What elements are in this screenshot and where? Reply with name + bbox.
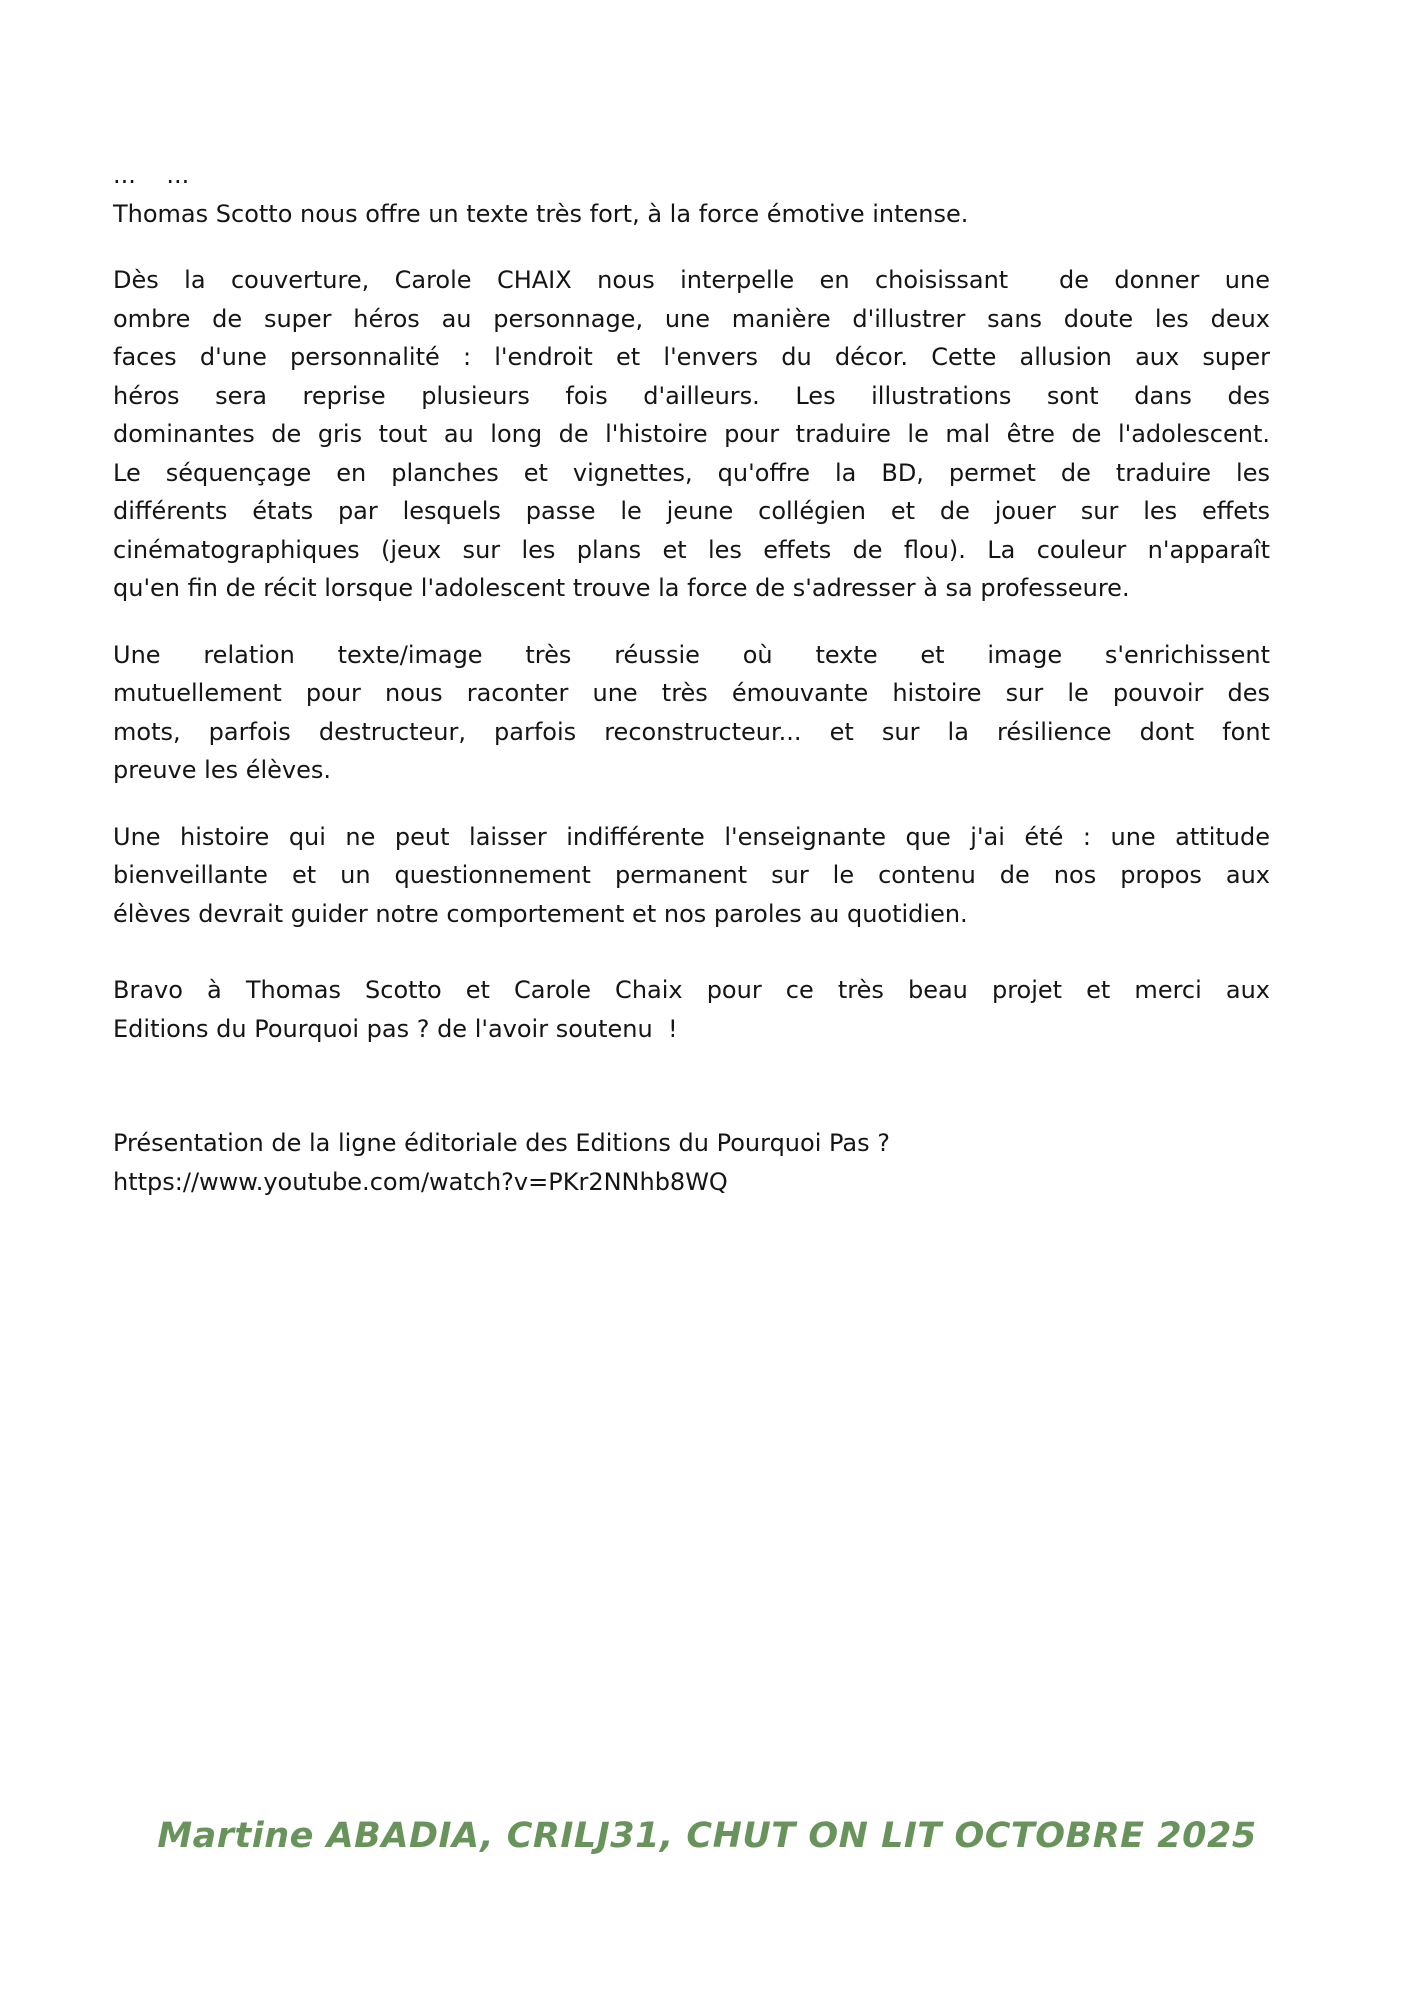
intro-paragraph [113,156,1270,233]
text-line: dominantes de gris tout au long de l'histoire pour traduire le mal être de l'adolescent. [113,420,1270,448]
text-line: mutuellement pour nous raconter une très émouvante histoire sur le pouvoir des [113,679,1270,707]
text-line: Le séquençage en planches et vignettes, qu'offre la BD, permet de traduire les [113,458,1270,487]
ellipsis-line: ... ... [113,161,190,189]
text-line: preuve les élèves. [113,756,332,784]
text-line: Une relation texte/image très réussie où texte et image s'enrichissent [113,640,1270,669]
text-line: Bravo à Thomas Scotto et Carole Chaix pour ce très beau projet et merci aux [113,976,1270,1004]
text-line: Une histoire qui ne peut laisser indifférente l'enseignante que j'ai été : une attitude [113,822,1270,851]
text-line: différents états par lesquels passe le jeune collégien et de jouer sur les effets [113,497,1270,525]
text-line: élèves devrait guider notre comportement et nos paroles au quotidien. [113,899,968,928]
youtube-url-link[interactable]: https://www.youtube.com/watch?v=PKr2NNhb8WQ [113,1167,728,1196]
text-line: mots, parfois destructeur, parfois reconstructeur... et sur la résilience dont font [113,717,1270,746]
paragraph-congratulations [113,971,1270,1048]
editorial-link-section [113,1124,1270,1201]
editorial-link-caption: Présentation de la ligne éditoriale des Editions du Pourquoi Pas ? [113,1129,890,1157]
text-line: ombre de super héros au personnage, une manière d'illustrer sans doute les deux [113,304,1270,333]
document-body [113,156,1270,1229]
paragraph-cover-illustrations [113,261,1270,608]
text-line: faces d'une personnalité : l'endroit et l'envers du décor. Cette allusion aux super [113,343,1270,371]
paragraph-teacher-reflection [113,818,1270,934]
text-line: Dès la couverture, Carole CHAIX nous interpelle en choisissant de donner une [113,266,1270,294]
text-line: Editions du Pourquoi pas ? de l'avoir soutenu ! [113,1014,678,1043]
text-line: héros sera reprise plusieurs fois d'ailleurs. Les illustrations sont dans des [113,381,1270,410]
intro-sentence: Thomas Scotto nous offre un texte très fort, à la force émotive intense. [113,199,969,228]
text-line: qu'en fin de récit lorsque l'adolescent trouve la force de s'adresser à sa professeure. [113,574,1130,602]
paragraph-text-image-relation [113,636,1270,790]
text-line: cinématographiques (jeux sur les plans et les effets de flou). La couleur n'apparaît [113,535,1270,564]
text-line: bienveillante et un questionnement permanent sur le contenu de nos propos aux [113,861,1270,889]
signature-footer: Martine ABADIA, CRILJ31, CHUT ON LIT OCTOBRE 2025 [157,1816,1257,1856]
